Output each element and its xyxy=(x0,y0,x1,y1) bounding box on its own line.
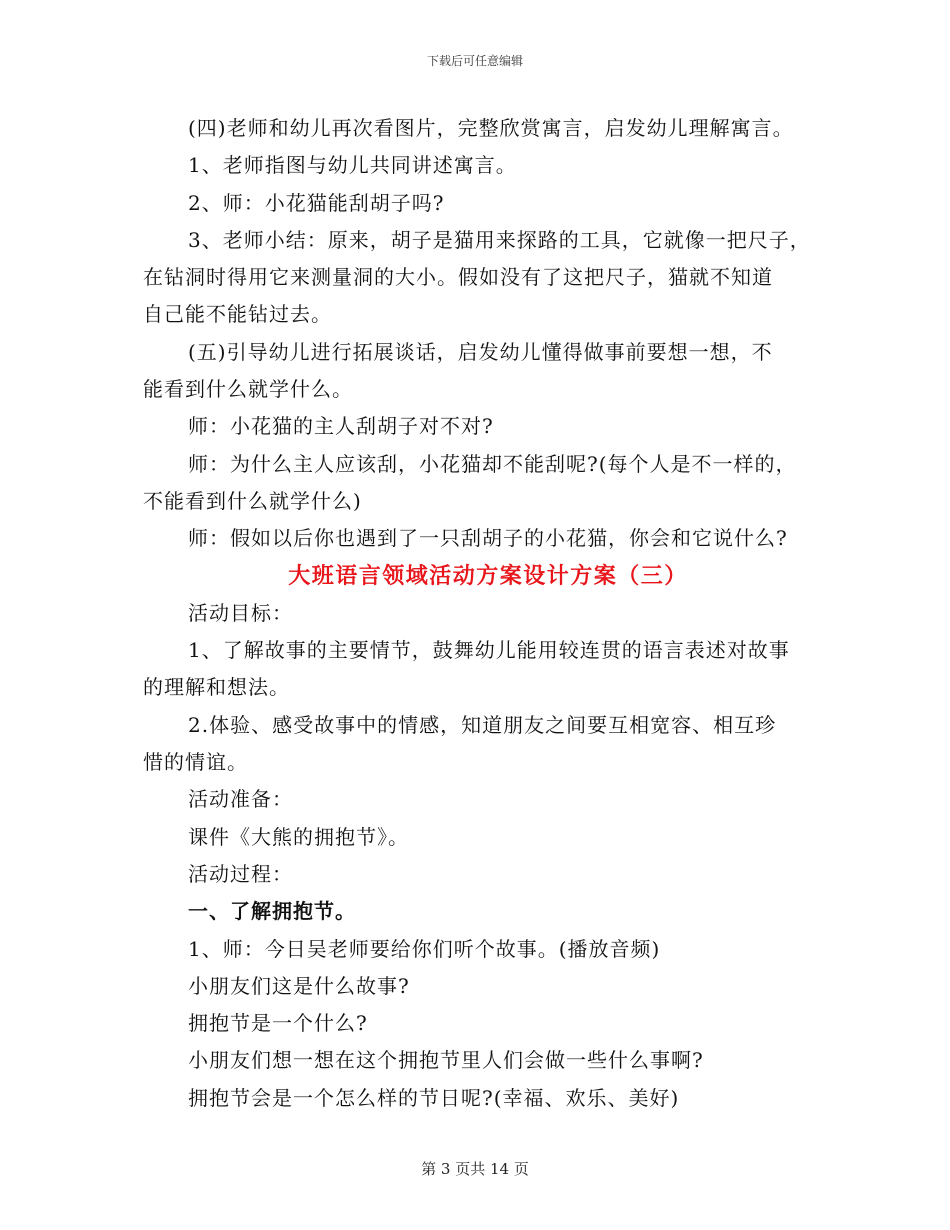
page-footer: 第 3 页共 14 页 xyxy=(421,1160,529,1178)
paragraph-line: 小朋友们想一想在这个拥抱节里人们会做一些什么事啊? xyxy=(188,1048,704,1073)
paragraph-line: 1、老师指图与幼儿共同讲述寓言。 xyxy=(188,153,517,178)
paragraph-line: 的理解和想法。 xyxy=(143,675,290,700)
paragraph-line: (四)老师和幼儿再次看图片，完整欣赏寓言，启发幼儿理解寓言。 xyxy=(188,116,794,140)
paragraph-line: 2、师：小花猫能刮胡子吗? xyxy=(188,190,445,215)
paragraph-line: 师：假如以后你也遇到了一只刮胡子的小花猫，你会和它说什么? xyxy=(188,526,788,551)
section-heading: 一、了解拥抱节。 xyxy=(188,899,356,924)
paragraph-line: 活动过程： xyxy=(188,861,293,886)
paragraph-line: 惜的情谊。 xyxy=(143,750,248,775)
paragraph-line: 能看到什么就学什么。 xyxy=(143,377,353,402)
paragraph-line: 拥抱节会是一个怎么样的节日呢?(幸福、欢乐、美好) xyxy=(188,1085,680,1110)
paragraph-line: 小朋友们这是什么故事? xyxy=(188,973,410,998)
paragraph-line: 自己能不能钻过去。 xyxy=(143,302,332,327)
paragraph-line: 在钻洞时得用它来测量洞的大小。假如没有了这把尺子，猫就不知道 xyxy=(143,265,773,290)
paragraph-line: 1、了解故事的主要情节，鼓舞幼儿能用较连贯的语言表述对故事 xyxy=(188,638,790,663)
paragraph-line: 师：小花猫的主人刮胡子对不对? xyxy=(188,414,494,439)
paragraph-line: 3、老师小结：原来，胡子是猫用来探路的工具，它就像一把尺子， xyxy=(188,227,811,252)
paragraph-line: 1、师：今日吴老师要给你们听个故事。(播放音频) xyxy=(188,936,661,961)
paragraph-line: (五)引导幼儿进行拓展谈话，启发幼儿懂得做事前要想一想，不 xyxy=(188,339,773,364)
paragraph-line: 活动准备： xyxy=(188,787,293,812)
document-body xyxy=(143,110,823,1117)
paragraph-line: 拥抱节是一个什么? xyxy=(188,1011,368,1036)
paragraph-line: 课件《大熊的拥抱节》。 xyxy=(188,824,409,849)
section-title: 大班语言领域活动方案设计方案（三） xyxy=(288,562,688,589)
page-header: 下载后可任意编辑 xyxy=(426,54,523,68)
paragraph-line: 2.体验、感受故事中的情感，知道朋友之间要互相宽容、相互珍 xyxy=(188,712,777,737)
paragraph-line: 师：为什么主人应该刮，小花猫却不能刮呢?(每个人是不一样的， xyxy=(188,451,797,476)
paragraph-line: 活动目标： xyxy=(188,600,293,625)
paragraph-line: 不能看到什么就学什么) xyxy=(143,488,362,513)
